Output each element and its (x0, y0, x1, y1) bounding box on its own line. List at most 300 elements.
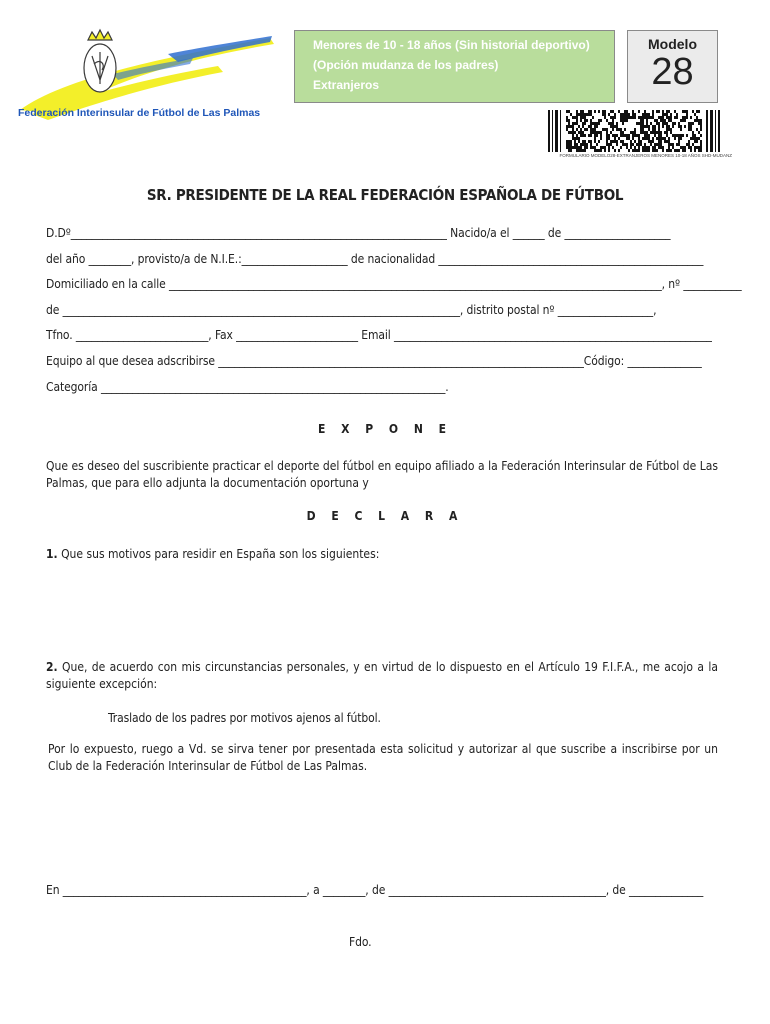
barcode-module (578, 146, 580, 149)
barcode-module (634, 131, 636, 134)
barcode-module (672, 134, 674, 137)
barcode-module (612, 128, 614, 131)
barcode-module (604, 149, 606, 152)
barcode-module (700, 125, 702, 128)
barcode-module (684, 116, 686, 119)
barcode-module (610, 116, 612, 119)
barcode-module (624, 116, 626, 119)
barcode-module (638, 122, 640, 125)
barcode-module (622, 131, 624, 134)
barcode-module (606, 140, 608, 143)
barcode-module (634, 113, 636, 116)
barcode-module (624, 128, 626, 131)
barcode-module (616, 140, 618, 143)
barcode-module (644, 125, 646, 128)
barcode-module (622, 134, 624, 137)
barcode-module (584, 143, 586, 146)
barcode-module (566, 143, 568, 146)
barcode-module (674, 116, 676, 119)
barcode-module (622, 113, 624, 116)
barcode-module (616, 125, 618, 128)
barcode-module (694, 137, 696, 140)
barcode-module (696, 116, 698, 119)
barcode-module (700, 119, 702, 122)
barcode-module (584, 140, 586, 143)
barcode-module (670, 119, 672, 122)
barcode-module (568, 119, 570, 122)
barcode-module (658, 116, 660, 119)
modelo-number: 28 (651, 51, 694, 93)
barcode-module (662, 122, 664, 125)
barcode-module (620, 128, 622, 131)
barcode-module (616, 134, 618, 137)
barcode-module (600, 134, 602, 137)
barcode-module (664, 119, 666, 122)
barcode-module (644, 146, 646, 149)
barcode-module (694, 134, 696, 137)
barcode-module (648, 137, 650, 140)
barcode-module (644, 113, 646, 116)
barcode-module (636, 134, 638, 137)
barcode-module (606, 134, 608, 137)
barcode-module (600, 149, 602, 152)
barcode-module (664, 140, 666, 143)
barcode-module (680, 119, 682, 122)
barcode-module (572, 131, 574, 134)
barcode-module (626, 116, 628, 119)
barcode-module (604, 116, 606, 119)
barcode-module (636, 143, 638, 146)
barcode-module (588, 110, 590, 113)
barcode-module (674, 134, 676, 137)
barcode-module (678, 125, 680, 128)
barcode-module (654, 143, 656, 146)
barcode-module (566, 128, 568, 131)
form-line-city: de ___________________________________________________________________________, distrito postal nº __________________, (46, 303, 657, 317)
barcode-module (578, 149, 580, 152)
barcode-module (576, 128, 578, 131)
barcode-module (576, 110, 578, 113)
barcode-module (638, 140, 640, 143)
barcode-module (658, 131, 660, 134)
barcode-module (684, 149, 686, 152)
barcode-module (634, 128, 636, 131)
barcode-module (652, 125, 654, 128)
barcode-module (658, 125, 660, 128)
barcode-module (696, 140, 698, 143)
barcode-module (626, 143, 628, 146)
barcode-module (606, 137, 608, 140)
form-line-team: Equipo al que desea adscribirse _____________________________________________________________________Código: ______________ (46, 354, 702, 368)
barcode-module (624, 110, 626, 113)
barcode-module (664, 131, 666, 134)
barcode-module (658, 143, 660, 146)
barcode-module (676, 143, 678, 146)
barcode-module (684, 110, 686, 113)
barcode-module (568, 149, 570, 152)
barcode-module (580, 146, 582, 149)
barcode-module (666, 125, 668, 128)
barcode-module (602, 146, 604, 149)
barcode-module (608, 137, 610, 140)
barcode-module (696, 146, 698, 149)
barcode-module (590, 131, 592, 134)
barcode-module (692, 110, 694, 113)
barcode-module (646, 125, 648, 128)
barcode-module (686, 113, 688, 116)
barcode-module (590, 143, 592, 146)
barcode-module (594, 134, 596, 137)
barcode-module (576, 137, 578, 140)
barcode-module (640, 131, 642, 134)
barcode-module (680, 134, 682, 137)
barcode-module (594, 128, 596, 131)
barcode-module (628, 134, 630, 137)
barcode-module (628, 113, 630, 116)
barcode-module (682, 110, 684, 113)
barcode-module (612, 125, 614, 128)
barcode-module (582, 131, 584, 134)
barcode-module (610, 140, 612, 143)
barcode-module (614, 140, 616, 143)
barcode-module (664, 122, 666, 125)
barcode-module (678, 122, 680, 125)
barcode-module (678, 137, 680, 140)
barcode-module (590, 110, 592, 113)
barcode-module (652, 146, 654, 149)
barcode-module (620, 146, 622, 149)
barcode-module (576, 122, 578, 125)
declara-point-2 (46, 659, 718, 693)
barcode-module (638, 146, 640, 149)
barcode-module (596, 143, 598, 146)
expone-text: Que es deseo del suscribiente practicar el deporte del fútbol en equipo afiliado a la Federación Interinsular de Fútbol de Las Palmas, que para ello adjunta la documentación oportuna y (46, 459, 718, 490)
barcode-module (582, 143, 584, 146)
barcode-module (642, 146, 644, 149)
barcode-module (660, 131, 662, 134)
barcode-module (678, 140, 680, 143)
barcode-module (596, 131, 598, 134)
barcode-module (628, 116, 630, 119)
barcode-module (634, 146, 636, 149)
barcode-module (584, 113, 586, 116)
barcode-module (662, 113, 664, 116)
barcode-module (646, 116, 648, 119)
barcode-module (586, 143, 588, 146)
barcode-module (608, 134, 610, 137)
barcode-module (626, 113, 628, 116)
barcode-module (646, 131, 648, 134)
barcode-module (642, 128, 644, 131)
barcode-module (666, 110, 668, 113)
barcode-module (626, 146, 628, 149)
barcode-module (662, 137, 664, 140)
barcode-module (628, 149, 630, 152)
barcode-module (626, 119, 628, 122)
barcode-module (694, 119, 696, 122)
barcode-module (566, 119, 568, 122)
barcode-module (572, 128, 574, 131)
barcode-module (658, 140, 660, 143)
barcode-module (692, 143, 694, 146)
barcode-module (588, 140, 590, 143)
barcode-module (640, 119, 642, 122)
barcode-module (580, 116, 582, 119)
barcode-module (700, 143, 702, 146)
barcode-module (570, 146, 572, 149)
barcode-module (666, 116, 668, 119)
barcode-module (694, 113, 696, 116)
barcode-module (670, 131, 672, 134)
barcode-module (668, 116, 670, 119)
barcode-module (646, 113, 648, 116)
barcode-module (672, 143, 674, 146)
barcode-module (592, 122, 594, 125)
barcode-module (640, 125, 642, 128)
barcode-module (612, 110, 614, 113)
barcode-module (638, 134, 640, 137)
declara-exception: Traslado de los padres por motivos ajenos al fútbol. (108, 711, 381, 725)
barcode-module (586, 119, 588, 122)
barcode-module (676, 134, 678, 137)
barcode-module (592, 116, 594, 119)
barcode-module (622, 140, 624, 143)
barcode-module (658, 134, 660, 137)
barcode-module (568, 140, 570, 143)
barcode-module (604, 113, 606, 116)
barcode-module (652, 140, 654, 143)
barcode-module (604, 128, 606, 131)
barcode-module (614, 149, 616, 152)
barcode-module (662, 116, 664, 119)
barcode-module (656, 110, 658, 113)
barcode-module (662, 149, 664, 152)
barcode-module (694, 149, 696, 152)
barcode-module (608, 143, 610, 146)
barcode-module (630, 116, 632, 119)
barcode-module (654, 119, 656, 122)
barcode-module (574, 143, 576, 146)
barcode-module (680, 128, 682, 131)
place-date-line: En ______________________________________________, a ________, de _________________________________________, de ______________ (46, 883, 704, 897)
barcode-module (572, 125, 574, 128)
barcode-module (568, 131, 570, 134)
barcode-module (654, 128, 656, 131)
barcode-module (582, 116, 584, 119)
barcode-module (580, 149, 582, 152)
barcode-module (660, 134, 662, 137)
barcode-module (632, 131, 634, 134)
expone-heading: E X P O N E (318, 422, 452, 436)
barcode-module (614, 137, 616, 140)
barcode-module (628, 137, 630, 140)
form-line-nie: del año ________, provisto/a de N.I.E.:____________________ de nacionalidad __________________________________________________ (46, 252, 704, 266)
barcode-module (674, 110, 676, 113)
barcode-module (588, 113, 590, 116)
barcode-module (612, 119, 614, 122)
barcode-module (572, 116, 574, 119)
barcode-module (574, 146, 576, 149)
barcode-module (674, 137, 676, 140)
barcode-module (678, 143, 680, 146)
barcode-module (650, 140, 652, 143)
category-line-2: (Opción mudanza de los padres) (313, 58, 499, 72)
barcode-module (604, 146, 606, 149)
barcode-module (676, 113, 678, 116)
barcode-module (644, 149, 646, 152)
barcode-module (634, 140, 636, 143)
barcode-module (680, 146, 682, 149)
barcode-module (648, 128, 650, 131)
barcode-module (666, 134, 668, 137)
barcode-module (674, 122, 676, 125)
barcode-module (572, 122, 574, 125)
barcode-module (680, 125, 682, 128)
barcode-module (698, 122, 700, 125)
barcode-module (570, 131, 572, 134)
barcode-module (578, 125, 580, 128)
barcode-module (582, 122, 584, 125)
barcode-module (576, 134, 578, 137)
barcode-module (610, 143, 612, 146)
barcode-module (646, 149, 648, 152)
barcode-module (658, 128, 660, 131)
barcode-module (584, 122, 586, 125)
barcode-module (646, 134, 648, 137)
barcode-module (698, 149, 700, 152)
barcode-module (682, 134, 684, 137)
barcode-module (644, 116, 646, 119)
barcode-module (582, 113, 584, 116)
barcode-module (630, 140, 632, 143)
barcode-module (676, 149, 678, 152)
barcode-module (638, 116, 640, 119)
barcode-module (656, 137, 658, 140)
barcode-module (670, 143, 672, 146)
barcode-module (622, 116, 624, 119)
barcode-module (656, 143, 658, 146)
barcode-module (694, 146, 696, 149)
barcode-module (686, 134, 688, 137)
barcode-module (668, 110, 670, 113)
barcode-module (616, 128, 618, 131)
point-2-number: 2. (46, 660, 58, 674)
form-line-address: Domiciliado en la calle _____________________________________________________________________________________________, nº ___________ (46, 277, 742, 291)
barcode-module (622, 143, 624, 146)
barcode-module (670, 128, 672, 131)
barcode-module (688, 128, 690, 131)
barcode-module (590, 134, 592, 137)
barcode-module (700, 134, 702, 137)
barcode-module (662, 146, 664, 149)
point-2-text: Que, de acuerdo con mis circunstancias personales, y en virtud de lo dispuesto en el Artículo 19 F.I.F.A., me acojo a la siguiente excepción: (46, 660, 718, 691)
barcode-module (570, 125, 572, 128)
barcode-module (570, 149, 572, 152)
barcode-module (594, 146, 596, 149)
barcode-module (600, 119, 602, 122)
barcode-module (612, 116, 614, 119)
barcode-module (690, 149, 692, 152)
barcode-module (654, 131, 656, 134)
barcode-module (582, 134, 584, 137)
barcode-module (646, 146, 648, 149)
barcode-module (592, 128, 594, 131)
barcode-module (660, 143, 662, 146)
barcode-module (568, 125, 570, 128)
barcode-module (596, 149, 598, 152)
barcode-module (690, 125, 692, 128)
barcode-module (630, 146, 632, 149)
signature-label: Fdo. (349, 935, 372, 949)
barcode-module (690, 137, 692, 140)
barcode-module (670, 113, 672, 116)
barcode-module (644, 143, 646, 146)
barcode-module (660, 119, 662, 122)
barcode-module (572, 137, 574, 140)
barcode-module (602, 128, 604, 131)
barcode-module (598, 140, 600, 143)
barcode-module (650, 143, 652, 146)
barcode-module (638, 137, 640, 140)
barcode-module (594, 137, 596, 140)
barcode-module (580, 134, 582, 137)
barcode-module (566, 140, 568, 143)
barcode-module (618, 149, 620, 152)
barcode-module (586, 146, 588, 149)
barcode-module (690, 116, 692, 119)
barcode-module (594, 131, 596, 134)
barcode-module (688, 143, 690, 146)
point-1-number: 1. (46, 547, 58, 561)
barcode-module (584, 116, 586, 119)
barcode-module (700, 128, 702, 131)
barcode-module (620, 113, 622, 116)
barcode-module (568, 110, 570, 113)
barcode-module (666, 131, 668, 134)
barcode-module (570, 140, 572, 143)
barcode-module (692, 134, 694, 137)
barcode-module (642, 119, 644, 122)
barcode-module (648, 140, 650, 143)
barcode-module (668, 125, 670, 128)
barcode-module (610, 131, 612, 134)
barcode-module (580, 131, 582, 134)
barcode-module (632, 143, 634, 146)
barcode-module (658, 146, 660, 149)
barcode-module (646, 119, 648, 122)
barcode-module (666, 140, 668, 143)
barcode-module (624, 134, 626, 137)
barcode-module (634, 134, 636, 137)
barcode-module (688, 146, 690, 149)
barcode-module (608, 113, 610, 116)
barcode-module (568, 122, 570, 125)
barcode-module (686, 110, 688, 113)
barcode-module (584, 128, 586, 131)
barcode-module (670, 116, 672, 119)
barcode-module (580, 128, 582, 131)
barcode-module (576, 143, 578, 146)
category-line-3: Extranjeros (313, 78, 380, 92)
barcode-module (590, 140, 592, 143)
barcode-module (672, 146, 674, 149)
barcode-module (624, 113, 626, 116)
barcode-module (634, 116, 636, 119)
barcode-module (578, 140, 580, 143)
barcode-module (656, 119, 658, 122)
barcode-module (650, 116, 652, 119)
barcode-module (640, 143, 642, 146)
